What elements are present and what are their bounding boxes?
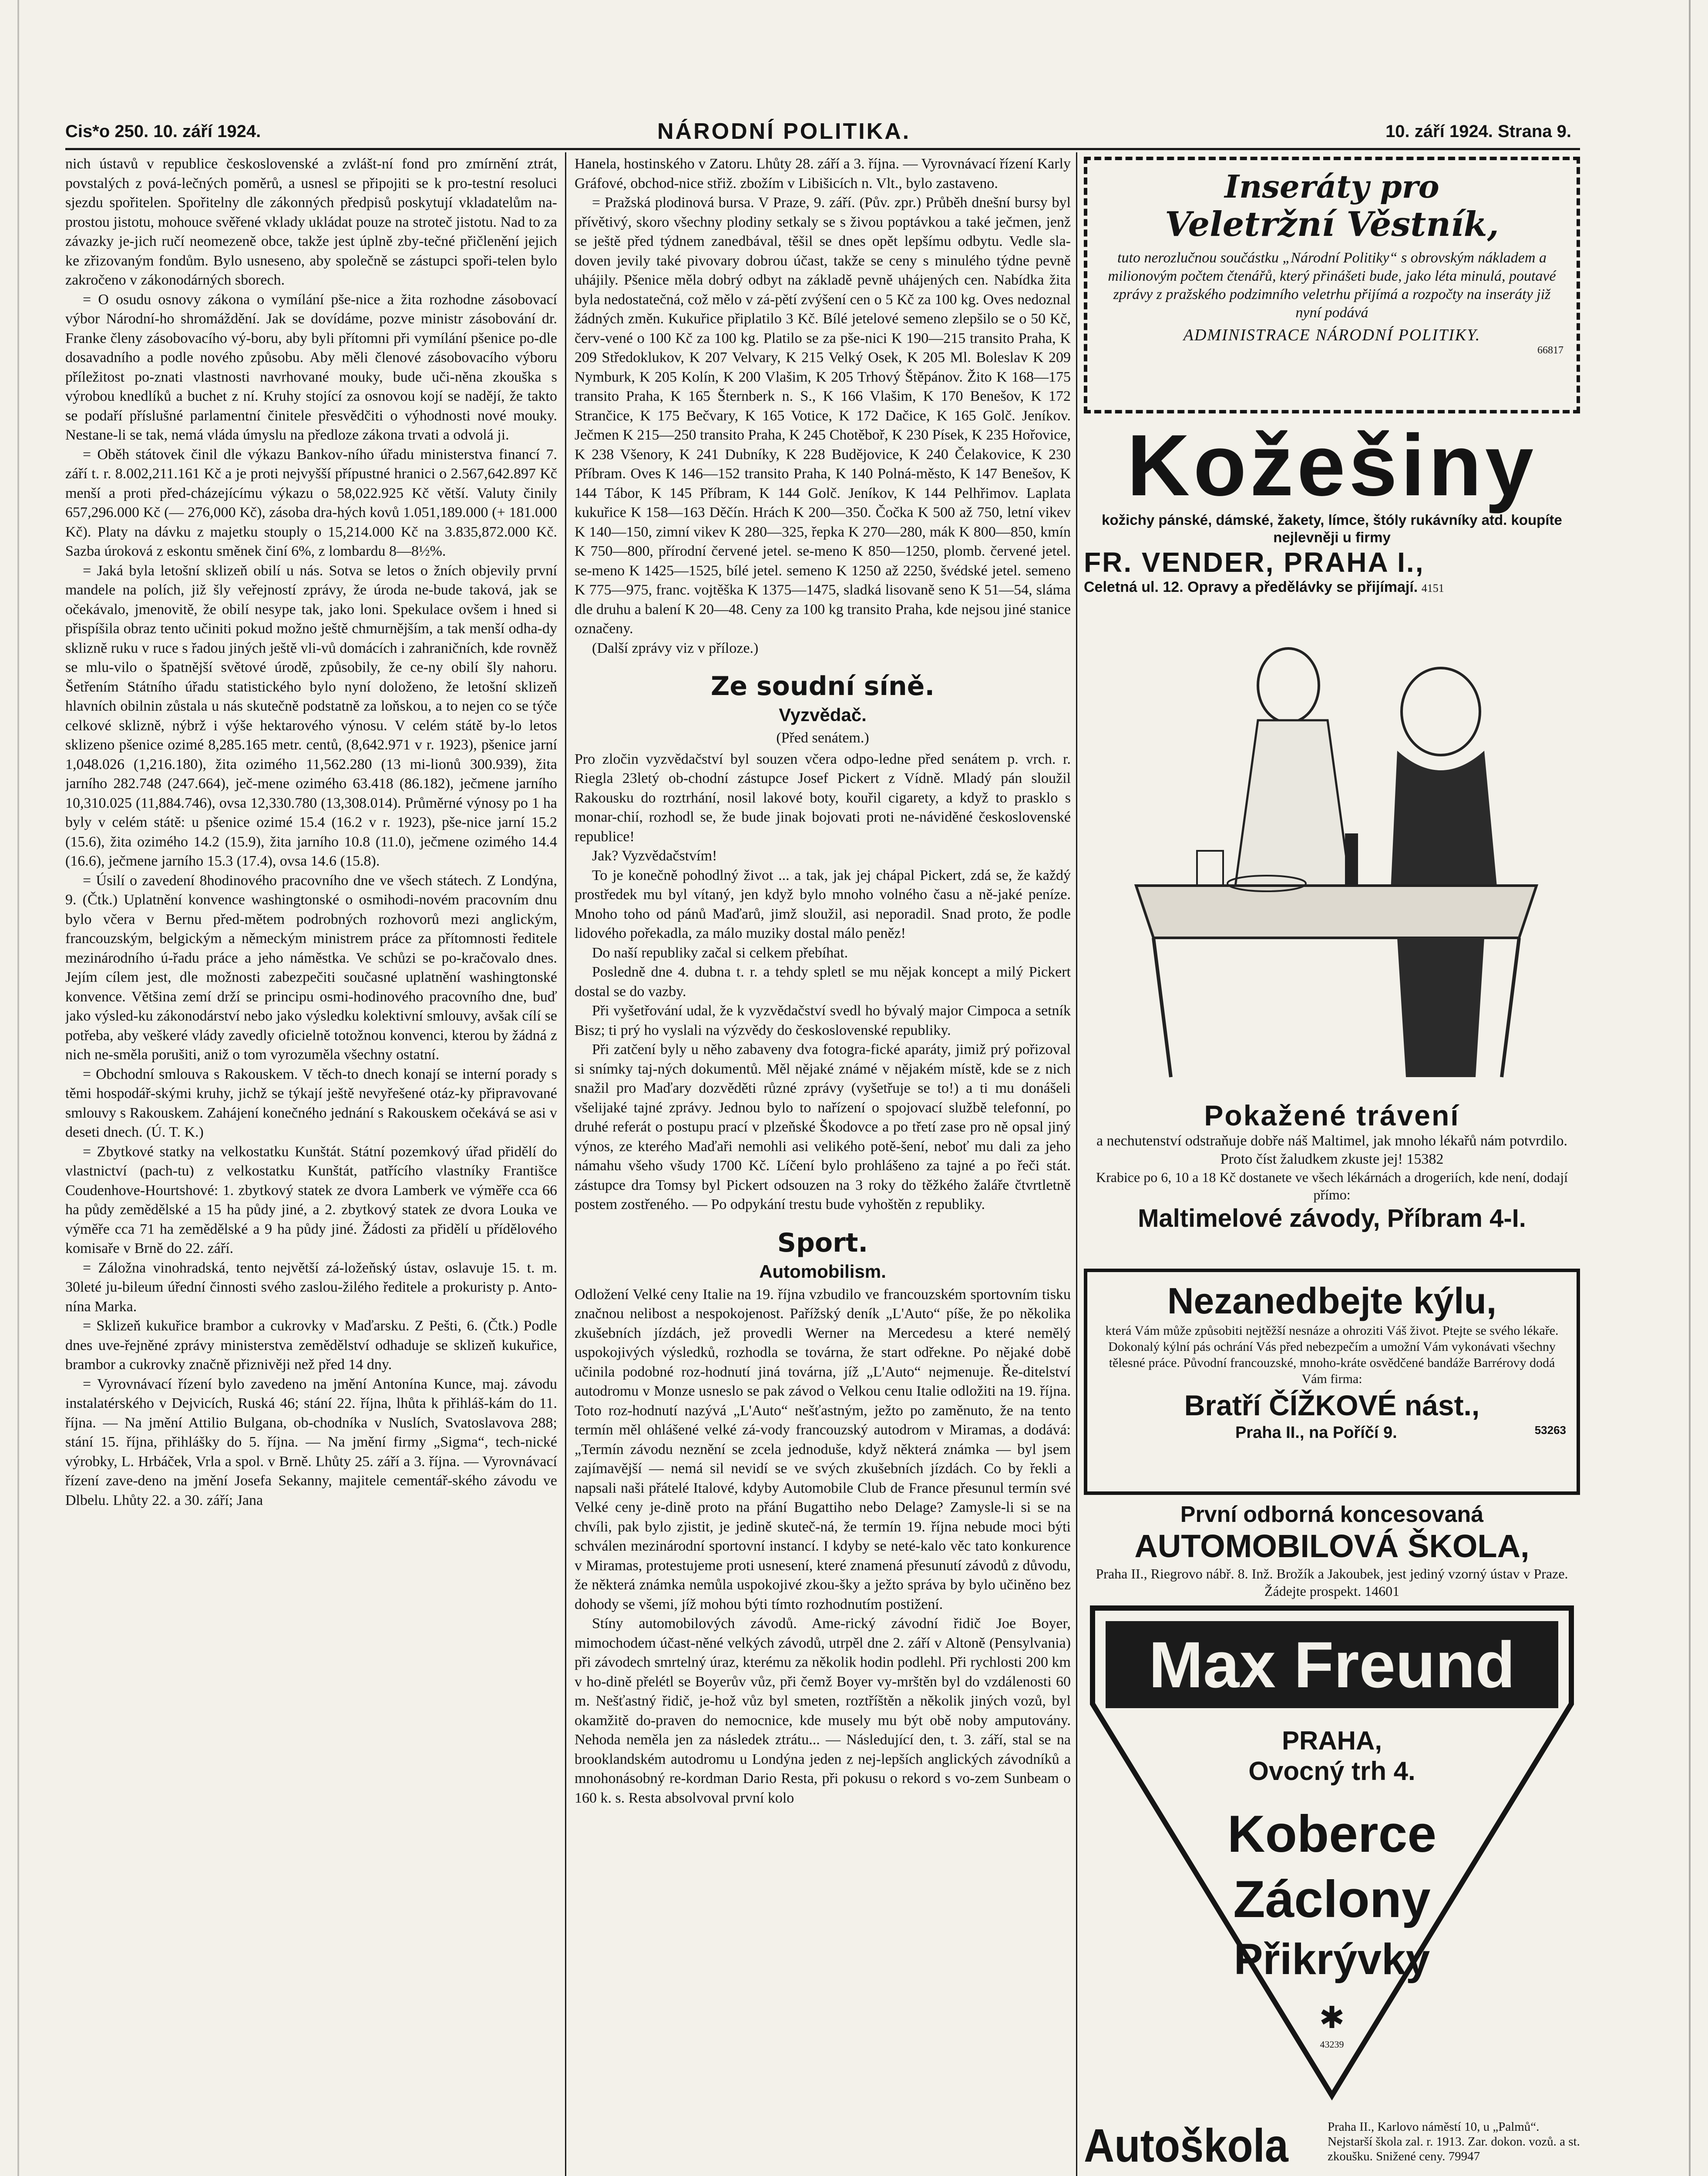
sport-paragraph: Odložení Velké ceny Italie na 19. října vzbudilo ve francouzském sportovním tisku značnou nelibost a nespokojenost. Pařížský deník „L'Auto“ píše, že po několika zkušebních jízdách, jež provedli Werner na Mercedesu a které nemělý uspokojivých výsledků, rozhodla se továrna, že start odřekne. Po nějaké době učinila podobné roz-hodnutí jiná továrna, jíž „L'Auto“ nejmenuje. Ře-ditelství autodromu v Monze usneslo se pak závod o Velkou cenu Italie odložiti na 19. října. Toto roz-hodnutí nazývá „L'Auto“ nešťastným, ježto po zaměnuto, že na tento termín měl ohlášené velké zá-vody francouzský autodrom v Miramas, a dodává: „Termín závodu neznění se zcela jednoduše, když některá známka — byl jsem zajímavější — nemá sil nevidí se ve svých zkušebních jízdách. Co by řekli a napsali naši přátelé Italové, kdyby Automobile Club de France přesunul termín své Velké ceny je-dině proto na přání Bugattiho nebo Delage? Zamysle-li si se na chvíli, pak bylo zjistit, je jedině skuteč-ná, že termín 19. října nebude moci býti schválen mezinárodní sportovní instancí. I kdyby se neté-kalo věc tato konkurence v Miramas, protestujeme proti usnesení, které znamená přesunutí závodů z důvodu, že některá známka nemůla uspokojivé zkou-šky a ježto správa by bylo učiněno bez dohody se všemi, jíž mohou býti tímto rozhodnutím postižení. — [575, 1286, 1071, 1612]
court-subheading: Vyzvědač. — [779, 705, 867, 725]
market-paragraph: = Pražská plodinová bursa. V Praze, 9. září. (Pův. zpr.) Průběh dnešní bursy byl přívětivý, skoro všechny plodiny setkaly se s živou poptávkou a také ječmen, jenž se ještě před týdnem zanedbával, těšil se dnes opět lepšímu odbytu. Vedle sla-doven jevily také pivovary dobrou účast, takže se ceny s minulého týdne pevně uhájily. Pšenice měla dobrý odbyt na základě pevně uhájených cen. Nabídka žita byla nedostatečná, což mělo v zá-pětí zvýšení cen o 5 Kč za 100 kg. Oves nedoznal žádných změn. Kukuřice připlatilo 3 Kč. Bílé jetelové semeno zlepšilo se o 50 Kč, červ-vené o 100 Kč za 100 kg. Platilo se za pše-nici K 190—215 transito Praha, K 209 Středoklukov, K 207 Velvary, K 215 Velký Osek, K 205 Ml. Boleslav K 209 Nymburk, K 205 Kolín, K 200 Vlašim, K 205 Trhový Štěpánov. Žito K 168—175 transito Praha, K 165 Šternberk n. S., K 166 Vlašim, K 170 Benešov, K 172 Strančice, K 175 Bečvary, K 165 Votice, K 172 Dačice, K 165 Golč. Jeníkov. Ječmen K 215—250 transito Praha, K 245 Chotěboř, K 230 Písek, K 235 Hořovice, K 238 Všenory, K 241 Dubníky, K 228 Budějovice, K 240 Čelakovice, K 230 Příbram. Oves K 146—152 transito Praha, K 140 Polná-město, K 147 Benešov, K 144 Tábor, K 145 Příbram, K 144 Golč. Jeníkov, K 144 Pelhřimov. Laplata kukuřice K 158—163 Děčín. Hrách K 200—350. Čočka K 500 až 750, letní vikev K 140—150, zimní vikev K 280—325, řepka K 270—280, mák K 800—850, kmín K 750—800, přírodní červené jetel. se-meno K 850—1250, plomb. červené jetel. se-meno K 1425—1525, bílé jetel. semeno K 1250 až 2250, švédské jetel. semeno K 775—975, franc. vojtěška K 1375—1475, sladká lisovaně seno K 51—54, sláma dle druhu a balení K 20—48. Ceny za 100 kg transito Praha, kde nejsou jiné stanice označeny. — [575, 195, 1071, 637]
court-paragraph: Do naší republiky začal si celkem přebíhat. — [592, 944, 848, 961]
ad-veletrzni-vestnik — [1084, 157, 1580, 413]
sport-heading: Sport. — [777, 1227, 868, 1258]
ad-title: Pokažené trávení — [1204, 1099, 1460, 1132]
court-paragraph: Posledně dne 4. dubna t. r. a tehdy spletl se mu nějak koncept a milý Pickert dostal se do vazby. — [575, 964, 1071, 1000]
ad-word-zaclony: Záclony — [1233, 1870, 1431, 1928]
ad-title: AUTOMOBILOVÁ ŠKOLA, — [1134, 1528, 1530, 1564]
ad-code: 43239 — [1320, 2039, 1344, 2050]
ad-body: a nechutenství odstraňuje dobře náš Maltimel, jak mnoho lékařů nám potvrdilo. Proto číst žaludkem zkuste jej! — [1096, 1133, 1568, 1167]
newspaper-title: NÁRODNÍ POLITIKA. — [657, 119, 911, 144]
ad-code: 53263 — [1534, 1424, 1566, 1437]
ad-address: Praha II., na Poříčí 9. — [1235, 1424, 1397, 1442]
issue-number: Cis*o 250. 10. září 1924. — [65, 122, 261, 141]
ad-body-2: Krabice po 6, 10 a 18 Kč dostanete ve všech lékárnách a drogeriích, kde není, dodají přímo: — [1096, 1169, 1568, 1202]
ad-body: která Vám může způsobiti nejtěžší nesnáze a ohroziti Váš život. Ptejte se svého lékaře. Dokonalý kýlní pás ochrání Vás před nebezpečím a umožní Vám vykonávati všechny tělesné práce. Původní francouzské, mnoho-kráte osvědčené bandáže Barrérovy dodá Vám firma: — [1105, 1323, 1559, 1386]
ad-autoskola — [1084, 2117, 1580, 2176]
court-paragraph: Při vyšetřování udal, že k vyzvědačství svedl ho bývalý major Cimpoca a setník Bisz; ti prý ho vyslali na výzvědy do československé republiky. — [575, 1003, 1071, 1038]
ad-body: Praha II., Riegrovo nábř. 8. Inž. Brožík a Jakoubek, jest jediný vzorný ústav v Praze. Žádejte prospekt. — [1096, 1566, 1568, 1599]
ad-kozesiny — [1084, 417, 1580, 603]
column-divider-1 — [565, 152, 566, 2176]
news-paragraph: = Zbytkové statky na velkostatku Kunštát. Státní pozemkový úřad přidělí do vlastnictví (pach-tu) z velkostatku Kunštát, patřícího vlastníky Františce Coudenhove-Hourtshové: 1. zbytkový statek ze dvora Lamberk ve výměře cca 66 ha půdy zemědělské a 15 ha půdy jiné, a 2. zbytkový statek ze dvora Louka ve výměře cca 71 ha zemědělské a 9 ha půdy jiné. Žádosti za přidělí u přídělového komisaře v Brně do 22. září. — [65, 1143, 557, 1256]
scan-scratch — [17, 0, 19, 2176]
ad-code: 15382 — [1406, 1151, 1444, 1167]
news-paragraph: = Jaká byla letošní sklizeň obilí u nás. Sotva se letos o žních objevily první mandele na polích, již šly veřejností zprávy, že úroda ne-bude taková, jak se očekávalo, jmenovitě, že obilí nesype tak, jako loni. Spekulace ovšem i hned si přispíšila obraz tento učiniti pokud možno ještě chmurnějším, a tak menší odha-dy sklizně ruku v ruce s řadou jiných ještě vli-vů domácích i zahraničních, kde rovněž se mlu-vilo o špatnější světové úrodě, způsobily, že ce-ny obilí šly nahoru. Šetřením Státního úřadu statistického bylo nyní doloženo, že letošní sklizeň hlavních obilnin zůstala u nás skutečně podstatně za loňskou, a to nejen co se týče celkové sklizně, nýbrž i výše hektarového výnosu. V celém státě by-lo letos sklizeno pšenice ozimé 8,285.165 metr. centů, (8,642.971 v r. 1923), pšenice jarní 1,048.026 (1,216.180), žita ozimého 11,562.280 (13 mi-lionů 300.939), žita jarního 282.748 (247.664), ječ-mene ozimého 63.418 (86.182), ječmene jarního 10,310.025 (11,884.746), ovsa 12,330.780 (13,308.014). Průměrné výnosy po 1 ha byly v celém státě: u pšenice ozimé 15.4 (16.2 v r. 1923), pše-nice jarní 15.2 (15.6), žita ozimého 14.2 (15.9), žita jarního 10.8 (11.0), ječmene ozimého 14.4 (16.6), ječmene jarního 15.3 (17.4), ovsa 14.6 (15.8). — [65, 562, 557, 869]
column-economic-news — [65, 154, 557, 2176]
sport-subheading: Automobilism. — [759, 1261, 886, 1282]
column-market-court-sport — [575, 154, 1071, 2176]
ad-word-prikryvky: Přikrývky — [1234, 1935, 1430, 1984]
star-icon: ✱ — [1319, 2001, 1345, 2035]
ad-code: 66817 — [1537, 345, 1563, 356]
ad-line: kožichy pánské, dámské, žakety, límce, štóly rukávníky atd. koupíte nejlevněji u firmy — [1102, 512, 1562, 545]
news-paragraph: = Úsilí o zavedení 8hodinového pracovního dne ve všech státech. Z Londýna, 9. (Čtk.) Uplatnění konvence washingtonské o osmihodi-novém pracovním dnu bylo včera v Bernu před-mětem podrobných rozhovorů mezi anglickým, francouzským, belgickým a německým ministrem práce za přítomnosti ředitele mezinárodního ú-řadu práce a jeho náměstka. Ve schůzi se po-kračovalo dnes. Jejím cílem jest, dle možnosti zabezpečiti současné uplatnění washingtonské konvence. Většina zemí drží se principu osmi-hodinového pracovního dne, buď jako výsled-ku zákonodárství nebo jako výsledku kolektivní smlouvy, avšak cílí se potřeba, aby veškeré vlády zavedly oficielně totožnou konvenci, kterou by žádná z nich ne-směla porušiti, aniž o tom vyrozuměla všechny ostatní. — [65, 872, 557, 1063]
advertisements-column — [1084, 154, 1580, 2176]
court-paragraph: Při zatčení byly u něho zabaveny dva fotogra-fické aparáty, jimiž prý pořizoval si snímky taj-ných dokumentů. Měl nějaké známé v nějakém místě, kde se z nich snažil pro Maďary dozvěděti různé zprávy (vyšetřuje se to!) a ti mu donášeli všelijaké tajné zprávy. Jednou bylo to nařízení o spojovací službě telefonní, po druhé referát o postupu prací v plzeňské Škodovce a po třetí zase pro ně opsal jiný výnos, ze kterého Maďaři nemohli asi velikého potě-šení, neboť mu dali za jeho námahu všeho všudy 1700 Kč. Líčení bylo prohlášeno za tajné a po řeči stát. zástupce dra Tomsy byl Pickert odsouzen na 3 roky do těžkého žaláře čtvrtletně postem zostřeného. — Po odpykání trestu bude vyhoštěn z republiky. — [575, 1041, 1071, 1212]
sport-paragraph: Stíny automobilových závodů. Ame-rický závodní řidič Joe Boyer, mimochodem účast-něné velkých závodů, utrpěl dne 2. září v Altoně (Pensylvania) při závodech smrtelný úraz, kterému za několik hodin podlehl. Při rychlosti 200 km v ho-dině přelétl se Boyerův vůz, při čemž Boyer vy-mrštěn byl do vzdálenosti 60 m. Nešťastný řidič, je-hož vůz byl smeten, roztříštěn a několik jiných vozů, byl okamžitě do-praven do nemocnice, kde musely mu být obě noby amputovány. Nehoda neměla jen za následek ztrátu... — Následující den, t. 3. září, stal se na brooklandském autodromu u Londýna jeden z nej-lepších anglických závodníků a mnohonásobný re-kordman Dario Resta, při pokusu o rekord s vo-zem Sunbeam o 160 k. s. Resta absolvoval první kolo — [575, 1615, 1071, 1806]
court-paragraph: Pro zločin vyzvědačství byl souzen včera odpo-ledne před senátem p. vrch. r. Riegla 23letý ob-chodní zástupce Josef Pickert z Vídně. Mladý pán sloužil Rakousku do roztrhání, nosil lakové boty, kouřil cigarety, a když to prasklo s monar-chií, rozhodl se, že bude jinak bojovati proti ne-náviděné československé republice! — [575, 751, 1071, 845]
ad-title: Kožešiny — [1126, 417, 1537, 514]
ad-code: 4151 — [1421, 582, 1444, 594]
ad-code: 14601 — [1365, 1583, 1400, 1599]
scan-scratch — [1689, 0, 1691, 2176]
ad-body: Praha II., Karlovo náměstí 10, u „Palmů“. Nejstarší škola zal. r. 1913. Zar. dokon. vozů. a st. zkoušku. Snižené ceny. — [1328, 2120, 1580, 2163]
ad-body: tuto nerozlučnou součástku „Národní Politiky“ s obrovským nákladem a milionovým počtem čtenářů, který přinášeti bude, jako léta minulá, poutavé zprávy z pražského podzimního veletrhu přijímá a rozpočty na inseráty již nyní podává — [1108, 250, 1556, 321]
news-paragraph: = Záložna vinohradská, tento největší zá-ložeňský ústav, oslavuje 15. t. m. 30leté ju-bileum úřední činnosti svého zaslou-žilého ředitele a prokuristy p. Anto-nína Marka. — [65, 1259, 557, 1315]
ad-title: Autoškola — [1084, 2119, 1288, 2172]
news-paragraph: = O osudu osnovy zákona o vymílání pše-nice a žita rozhodne zásobovací výbor Národní-ho shromáždění. Jak se dovídáme, pozve ministr zásobování dr. Franke členy zásobovacího vý-boru, aby byli přítomni při vymílání pšenice po-dle dosavadního a podle nového způsobu. Aby měli členové zásobovacího výboru příležitost po-znati vlastnosti navrhované mouky, bude uči-něna zkouška s výrobou knedlíků a buchet z ní. Kruhy stojící za osnovou kojí se nadějí, že takto se podaří příslušné parlamentní činitele přesvědčiti o výhodnosti nové mouky. Nestane-li se tak, nemá vláda úmyslu na předloze zákona trvati a odvolá ji. — [65, 291, 557, 443]
court-tag: (Před senátem.) — [776, 730, 869, 746]
header-rule — [65, 148, 1580, 150]
ad-maltimel — [1084, 1099, 1580, 1264]
news-paragraph: = Vyrovnávací řízení bylo zavedeno na jmění Antonína Kunce, maj. závodu instalatérského v Dejvicích, Ruská 46; stání 22. října, lhůta k přihláš-kám do 11. října. — Na jmění Attilio Bulgana, ob-chodníka v Nuslích, Svatoslavova 288; stání 15. října, přihlášky do 5. října. — Na jmění firmy „Sigma“, tech-nické výrobky, L. Hrbáček, Vrla a spol. v Brně. Lhůty 25. září a 3. října. — Vyrovnávací řízení zave-deno na jmění Josefa Sekanny, majitele cementář-ského závodu ve Dlbelu. Lhůty 22. a 30. září; Jana — [65, 1376, 557, 1508]
ad-footer: ADMINISTRACE NÁRODNÍ POLITIKY. — [1183, 326, 1481, 344]
ad-title: Nezanedbejte kýlu, — [1167, 1280, 1497, 1321]
ad-street: Ovocný trh 4. — [1248, 1756, 1415, 1786]
news-paragraph: = Obchodní smlouva s Rakouskem. V těch-to dnech konají se interní porady s těmi hospodář-skými kruhy, jichž se týkají ještě nevyřešené otáz-ky připravované smlouvy s Rakouskem. Zahájení konečného jednání s Rakouskem očekává se asi v deseti dnech. (Ú. T. K.) — [65, 1066, 557, 1140]
court-heading: Ze soudní síně. — [710, 671, 935, 702]
ad-title-line2: Veletržní Věstník, — [1165, 205, 1499, 244]
dining-couple-illustration — [1084, 607, 1580, 1095]
ad-title-line1: Inseráty pro — [1224, 168, 1439, 205]
news-paragraph: = Sklizeň kukuřice brambor a cukrovky v Maďarsku. Z Pešti, 6. (Čtk.) Podle dnes uve-řejněné zprávy ministerstva zemědělství odhaduje se sklizeň kukuřice, brambor a cukrovky značně přiznivěji než před 14 dny. — [65, 1318, 557, 1373]
ad-firm: Bratří ČÍŽKOVÉ nást., — [1184, 1389, 1480, 1421]
ad-firm: FR. VENDER, PRAHA I., — [1084, 547, 1425, 578]
court-paragraph: To je konečně pohodlný život ... a tak, jak jej chápal Pickert, zdá se, že každý prostředek mu byl vítaný, jen když bylo mnoho volného času a ně-jaké peníze. Mnoho toho od pánů Maďarů, jimž sloužil, asi neporadil. Snad proto, že podle lidového pořekadla, za málo muziky dostal málo peněz! — [575, 867, 1071, 941]
ad-line: První odborná koncesovaná — [1180, 1502, 1484, 1527]
ad-firm-name: Max Freund — [1149, 1628, 1515, 1701]
ad-illustration — [1084, 607, 1580, 1095]
ad-max-freund — [1084, 1599, 1580, 2109]
market-paragraph: Hanela, hostinského v Zatoru. Lhůty 28. září a 3. října. — Vyrovnávací řízení Karly Gráfové, obchod-nice střiž. zbožím v Libišicích n. Vlt., bylo zastaveno. — [575, 156, 1071, 191]
ad-code: 79947 — [1448, 2149, 1480, 2163]
page-header — [65, 118, 1571, 147]
news-paragraph: nich ústavů v republice československé a zvlášt-ní fond pro zmírnění ztrát, povstalých z pová-lečných poměrů, a usnesl se připojiti se k pro-testní resoluci sjezdu spořitelen. Spořitelny dle zákonných předpisů poskytují vkladatelům na-prostou jistotu, mohouce svěřené vklady ukládat pouze na stroteč jistotu. Nad to za závazky je-jich ručí neomezeně obce, takže jest úplně zby-tečné přičlenění jejich ke zřizovaným fondům. Bylo usneseno, aby společně se zástupci spoři-telen bylo zakročeno v zákonodárných sborech. — [65, 156, 557, 288]
ad-word-koberce: Koberce — [1227, 1805, 1437, 1863]
ad-kyla — [1084, 1269, 1580, 1495]
court-paragraph: Jak? Vyzvědačstvím! — [592, 848, 717, 864]
ad-firm: Maltimelové závody, Příbram 4-I. — [1138, 1204, 1526, 1232]
ad-address: Celetná ul. 12. Opravy a předělávky se přijímají. — [1084, 579, 1418, 595]
column-divider-2 — [1076, 152, 1077, 2176]
market-paragraph: (Další zprávy viz v příloze.) — [592, 640, 759, 656]
ad-city: PRAHA, — [1281, 1726, 1382, 1755]
date-and-page: 10. září 1924. Strana 9. — [1385, 122, 1571, 141]
news-paragraph: = Oběh státovek činil dle výkazu Bankov-ního úřadu ministerstva financí 7. září t. r. 8.002,211.161 Kč a je proti nejvyšší přípustné hranici o 2.567,642.897 Kč menší a proti před-cházejícímu výkazu o 58,022.925 Kč větší. Valuty činily 657,296.000 Kč (— 276,000 Kč), zásoba dra-hých kovů 1.051,189.000 (+ 181.000 Kč). Platy na dávku z majetku stouply o 15,214.000 Kč na 3.835,872.000 Kč. Sazba úroková z eskontu směnek činí 6%, z lombardu 8—8½%. — [65, 446, 557, 559]
